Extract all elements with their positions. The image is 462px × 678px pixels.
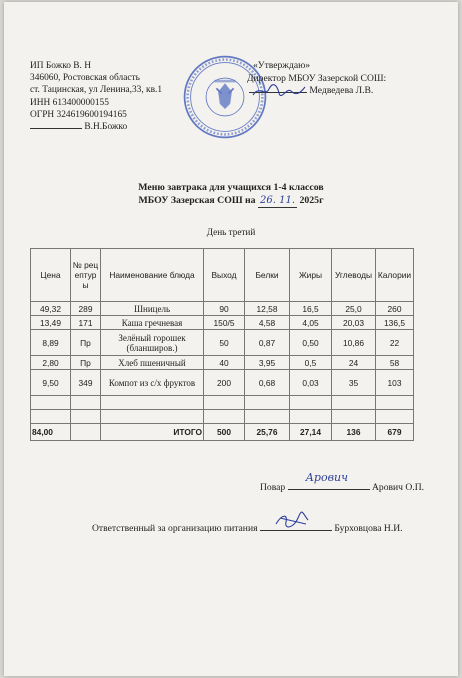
cook-signature-row xyxy=(260,471,425,493)
supplier-signature-line xyxy=(30,121,162,133)
cook-name: Арович О.П. xyxy=(372,482,425,493)
responsible-signature-row xyxy=(92,520,403,534)
menu-title-line1: Меню завтрака для учащихся 1-4 классов xyxy=(138,182,324,193)
supplier-inn: ИНН 613400000155 xyxy=(30,97,109,108)
menu-title-line2: МБОУ Зазерская СОШ на 26. 11. 2025г xyxy=(4,195,458,209)
supplier-postal: 346060, Ростовская область xyxy=(30,73,140,84)
responsible-label: Ответственный за организацию питания xyxy=(92,523,258,534)
document-page xyxy=(4,2,458,676)
cook-signature: Арович xyxy=(305,471,348,484)
approval-title: «Утверждаю» xyxy=(253,60,311,71)
supplier-ogrn: ОГРН 324619600194165 xyxy=(30,109,127,120)
header-price: Цена xyxy=(31,249,71,302)
table-row: 2,80 Пр Хлеб пшеничный 40 3,95 0,5 24 58 xyxy=(31,356,414,370)
supplier-details xyxy=(30,60,162,133)
header-calories: Калории xyxy=(376,249,414,302)
table-total-row: 84,00 ИТОГО 500 25,76 27,14 136 679 xyxy=(31,424,414,441)
supplier-company: ИП Божко В. Н xyxy=(30,61,92,71)
header-fat: Жиры xyxy=(290,249,332,302)
menu-table xyxy=(30,248,414,441)
header-dish: Наименование блюда xyxy=(101,249,204,302)
table-row: 49,32 289 Шницель 90 12,58 16,5 25,0 260 xyxy=(31,302,414,316)
director-signature-line xyxy=(249,85,386,98)
table-row: 13,49 171 Каша гречневая 150/5 4,58 4,05 20,03 136,5 xyxy=(31,316,414,330)
table-row: 9,50 349 Компот из с/х фруктов 200 0,68 0,03 35 103 xyxy=(31,370,414,396)
director-signature-icon xyxy=(251,83,307,99)
table-header-row xyxy=(31,249,414,302)
table-row-empty xyxy=(31,410,414,424)
table-row-empty xyxy=(31,396,414,410)
table-row: 8,89 Пр Зелёный горошек (бланширов.) 50 0,87 0,50 10,86 22 xyxy=(31,330,414,356)
director-position: Директор МБОУ Зазерской СОШ: xyxy=(247,72,387,84)
day-label: День третий xyxy=(206,227,256,237)
supplier-signature-name: В.Н.Божко xyxy=(84,122,128,133)
header-protein: Белки xyxy=(245,249,290,302)
header-yield: Выход xyxy=(204,249,245,302)
menu-title xyxy=(4,182,458,208)
approval-block xyxy=(249,60,386,98)
header-recipe: № рецептуры xyxy=(71,249,101,302)
cook-label: Повар xyxy=(260,482,286,493)
responsible-signature-icon xyxy=(272,510,312,532)
responsible-name: Бурховцова Н.И. xyxy=(334,523,403,534)
header-carbs: Углеводы xyxy=(332,249,376,302)
supplier-address: ст. Тацинская, ул Ленина,33, кв.1 xyxy=(30,85,163,96)
menu-date: 26. 11. xyxy=(258,195,297,209)
director-name: Медведева Л.В. xyxy=(309,85,374,97)
